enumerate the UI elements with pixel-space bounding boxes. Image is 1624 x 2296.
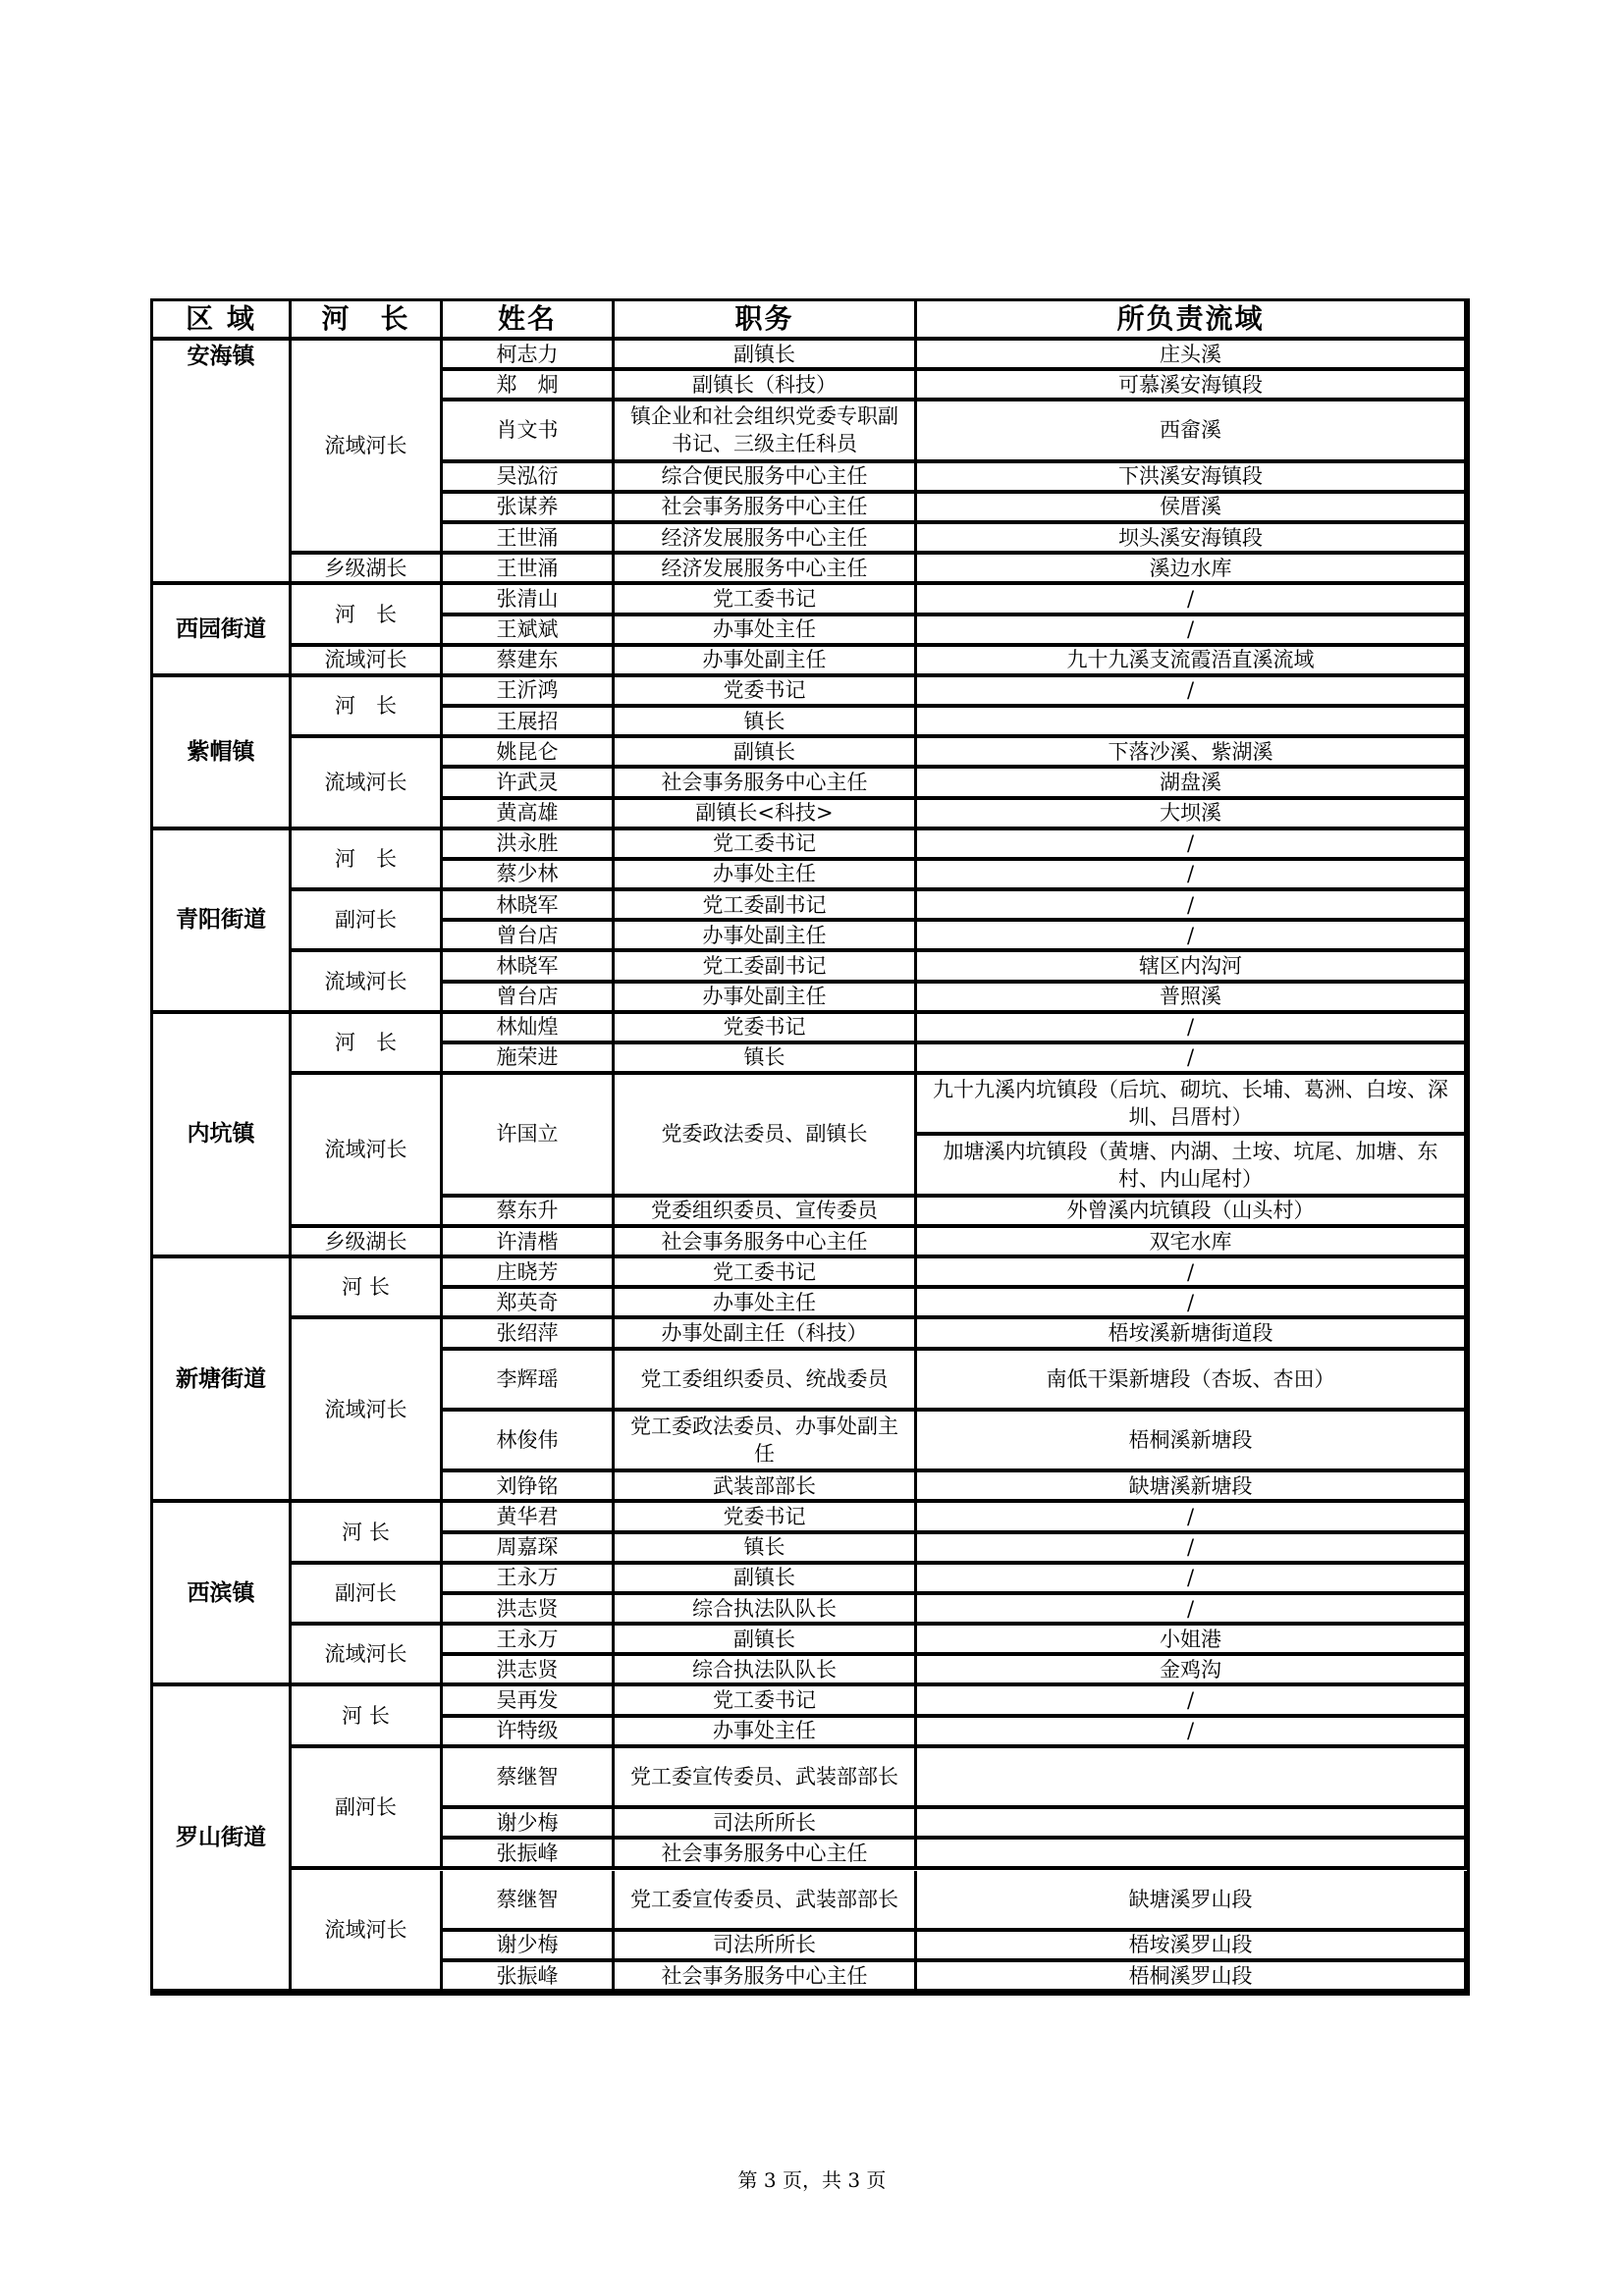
name-cell: 许武灵 [443, 769, 615, 799]
river-cell [917, 708, 1467, 738]
river-cell: / [917, 585, 1467, 615]
chief-type-cell: 副河长 [292, 891, 443, 952]
name-cell: 王展招 [443, 708, 615, 738]
name-cell: 许国立 [443, 1075, 615, 1198]
name-cell: 谢少梅 [443, 1932, 615, 1962]
name-cell: 许特级 [443, 1718, 615, 1748]
position-cell: 副镇长 [615, 341, 917, 371]
name-cell: 许清楷 [443, 1228, 615, 1258]
position-cell: 办事处副主任（科技） [615, 1319, 917, 1350]
position-cell: 副镇长 [615, 738, 917, 769]
region-cell: 罗山街道 [153, 1686, 292, 1993]
name-cell: 曾台店 [443, 922, 615, 952]
position-cell: 党委书记 [615, 1014, 917, 1044]
name-cell: 王世涌 [443, 555, 615, 585]
chief-type-cell: 河 长 [292, 677, 443, 738]
river-cell: 辖区内沟河 [917, 952, 1467, 983]
position-cell: 综合执法队队长 [615, 1656, 917, 1686]
river-cell: / [917, 1289, 1467, 1319]
position-cell: 副镇长（科技） [615, 371, 917, 401]
river-cell: / [917, 1014, 1467, 1044]
chief-type-cell: 流域河长 [292, 341, 443, 555]
river-cell: 梧垵溪新塘街道段 [917, 1319, 1467, 1350]
position-cell: 综合便民服务中心主任 [615, 463, 917, 494]
name-cell: 黄高雄 [443, 800, 615, 830]
position-cell: 社会事务服务中心主任 [615, 1962, 917, 1993]
river-cell: 九十九溪内坑镇段（后坑、砌坑、长埔、葛洲、白垵、深圳、吕厝村） [917, 1075, 1467, 1136]
river-cell: 双宅水库 [917, 1228, 1467, 1258]
river-cell: 南低干渠新塘段（杏坂、杏田） [917, 1351, 1467, 1412]
name-cell: 郑英奇 [443, 1289, 615, 1319]
river-cell: 缺塘溪罗山段 [917, 1871, 1467, 1932]
chief-type-cell: 河 长 [292, 1014, 443, 1075]
position-cell: 社会事务服务中心主任 [615, 494, 917, 524]
name-cell: 张振峰 [443, 1840, 615, 1870]
river-cell: 金鸡沟 [917, 1656, 1467, 1686]
position-cell: 办事处副主任 [615, 647, 917, 677]
name-cell: 曾台店 [443, 984, 615, 1014]
name-cell: 王世涌 [443, 524, 615, 555]
header-chief-type: 河 长 [292, 301, 443, 341]
name-cell: 蔡继智 [443, 1748, 615, 1809]
name-cell: 姚昆仑 [443, 738, 615, 769]
chief-type-cell: 流域河长 [292, 952, 443, 1013]
position-cell: 司法所所长 [615, 1932, 917, 1962]
river-cell: 外曾溪内坑镇段（山头村） [917, 1198, 1467, 1228]
river-cell: 侯厝溪 [917, 494, 1467, 524]
name-cell: 刘铮铭 [443, 1472, 615, 1503]
name-cell: 肖文书 [443, 401, 615, 462]
chief-type-cell: 乡级湖长 [292, 555, 443, 585]
river-cell: / [917, 891, 1467, 922]
chief-type-cell: 河 长 [292, 830, 443, 891]
river-cell [917, 1748, 1467, 1809]
position-cell: 副镇长<科技> [615, 800, 917, 830]
name-cell: 洪志贤 [443, 1656, 615, 1686]
region-cell: 内坑镇 [153, 1014, 292, 1258]
position-cell: 党工委书记 [615, 585, 917, 615]
name-cell: 王永万 [443, 1626, 615, 1656]
position-cell: 副镇长 [615, 1565, 917, 1595]
position-cell: 党工委宣传委员、武装部部长 [615, 1748, 917, 1809]
position-cell: 党委书记 [615, 1503, 917, 1533]
river-cell: / [917, 1534, 1467, 1565]
position-cell: 党工委书记 [615, 830, 917, 861]
river-cell: / [917, 677, 1467, 708]
position-cell: 党委政法委员、副镇长 [615, 1075, 917, 1198]
river-cell: 梧桐溪罗山段 [917, 1962, 1467, 1993]
river-cell: 梧桐溪新塘段 [917, 1412, 1467, 1472]
chief-type-cell: 流域河长 [292, 738, 443, 830]
position-cell: 办事处副主任 [615, 984, 917, 1014]
river-cell: 缺塘溪新塘段 [917, 1472, 1467, 1503]
region-cell: 青阳街道 [153, 830, 292, 1014]
position-cell: 武装部部长 [615, 1472, 917, 1503]
river-cell: 加塘溪内坑镇段（黄塘、内湖、土垵、坑尾、加塘、东村、内山尾村） [917, 1136, 1467, 1197]
name-cell: 张绍萍 [443, 1319, 615, 1350]
river-cell: / [917, 1595, 1467, 1626]
chief-type-cell: 河 长 [292, 585, 443, 646]
name-cell: 张谋养 [443, 494, 615, 524]
position-cell: 党工委组织委员、统战委员 [615, 1351, 917, 1412]
name-cell: 王沂鸿 [443, 677, 615, 708]
river-cell: / [917, 1044, 1467, 1075]
header-name: 姓名 [443, 301, 615, 341]
header-position: 职务 [615, 301, 917, 341]
position-cell: 经济发展服务中心主任 [615, 524, 917, 555]
position-cell: 镇长 [615, 1534, 917, 1565]
river-cell: 普照溪 [917, 984, 1467, 1014]
name-cell: 王斌斌 [443, 616, 615, 647]
name-cell: 郑 炯 [443, 371, 615, 401]
position-cell: 经济发展服务中心主任 [615, 555, 917, 585]
name-cell: 黄华君 [443, 1503, 615, 1533]
river-cell: / [917, 861, 1467, 891]
river-cell: 下洪溪安海镇段 [917, 463, 1467, 494]
position-cell: 党工委副书记 [615, 891, 917, 922]
name-cell: 吴再发 [443, 1686, 615, 1717]
river-cell: 梧垵溪罗山段 [917, 1932, 1467, 1962]
region-cell: 西滨镇 [153, 1503, 292, 1686]
position-cell: 社会事务服务中心主任 [615, 769, 917, 799]
river-cell: / [917, 1503, 1467, 1533]
position-cell: 办事处主任 [615, 616, 917, 647]
position-cell: 办事处副主任 [615, 922, 917, 952]
chief-type-cell: 副河长 [292, 1565, 443, 1626]
position-cell: 镇长 [615, 708, 917, 738]
position-cell: 办事处主任 [615, 861, 917, 891]
position-cell: 综合执法队队长 [615, 1595, 917, 1626]
name-cell: 林俊伟 [443, 1412, 615, 1472]
river-cell: / [917, 1718, 1467, 1748]
river-cell [917, 1809, 1467, 1840]
position-cell: 司法所所长 [615, 1809, 917, 1840]
region-cell: 西园街道 [153, 585, 292, 677]
name-cell: 蔡少林 [443, 861, 615, 891]
name-cell: 施荣进 [443, 1044, 615, 1075]
name-cell: 张清山 [443, 585, 615, 615]
chief-type-cell: 流域河长 [292, 1319, 443, 1503]
river-cell: / [917, 922, 1467, 952]
name-cell: 洪永胜 [443, 830, 615, 861]
position-cell: 镇长 [615, 1044, 917, 1075]
chief-type-cell: 河 长 [292, 1503, 443, 1564]
name-cell: 吴泓衍 [443, 463, 615, 494]
river-cell: / [917, 1686, 1467, 1717]
river-cell: 可慕溪安海镇段 [917, 371, 1467, 401]
position-cell: 党工委宣传委员、武装部部长 [615, 1871, 917, 1932]
name-cell: 周嘉琛 [443, 1534, 615, 1565]
name-cell: 林晓军 [443, 952, 615, 983]
chief-type-cell: 流域河长 [292, 1871, 443, 1994]
name-cell: 蔡东升 [443, 1198, 615, 1228]
river-cell: 庄头溪 [917, 341, 1467, 371]
name-cell: 洪志贤 [443, 1595, 615, 1626]
chief-type-cell: 河 长 [292, 1258, 443, 1319]
position-cell: 副镇长 [615, 1626, 917, 1656]
page-footer: 第 3 页，共 3 页 [737, 2168, 887, 2192]
name-cell: 张振峰 [443, 1962, 615, 1993]
position-cell: 办事处主任 [615, 1289, 917, 1319]
region-cell: 安海镇 [153, 341, 292, 585]
river-cell: 西畲溪 [917, 401, 1467, 462]
position-cell: 镇企业和社会组织党委专职副书记、三级主任科员 [615, 401, 917, 462]
river-cell: / [917, 616, 1467, 647]
river-cell: 下落沙溪、紫湖溪 [917, 738, 1467, 769]
name-cell: 蔡建东 [443, 647, 615, 677]
river-cell: 坝头溪安海镇段 [917, 524, 1467, 555]
position-cell: 办事处主任 [615, 1718, 917, 1748]
chief-type-cell: 河 长 [292, 1686, 443, 1747]
river-cell: 溪边水库 [917, 555, 1467, 585]
name-cell: 林晓军 [443, 891, 615, 922]
position-cell: 社会事务服务中心主任 [615, 1228, 917, 1258]
position-cell: 党工委书记 [615, 1258, 917, 1289]
river-cell: / [917, 1565, 1467, 1595]
region-cell: 新塘街道 [153, 1258, 292, 1503]
chief-type-cell: 乡级湖长 [292, 1228, 443, 1258]
position-cell: 党工委副书记 [615, 952, 917, 983]
position-cell: 党工委政法委员、办事处副主任 [615, 1412, 917, 1472]
river-cell: 小姐港 [917, 1626, 1467, 1656]
region-cell: 紫帽镇 [153, 677, 292, 830]
name-cell: 柯志力 [443, 341, 615, 371]
river-cell: 大坝溪 [917, 800, 1467, 830]
name-cell: 李辉瑶 [443, 1351, 615, 1412]
river-cell: 湖盘溪 [917, 769, 1467, 799]
chief-type-cell: 流域河长 [292, 1626, 443, 1686]
name-cell: 蔡继智 [443, 1871, 615, 1932]
river-cell: / [917, 830, 1467, 861]
name-cell: 王永万 [443, 1565, 615, 1595]
chief-type-cell: 流域河长 [292, 1075, 443, 1228]
river-cell: / [917, 1258, 1467, 1289]
chief-type-cell: 流域河长 [292, 647, 443, 677]
river-chief-table [153, 301, 1467, 1993]
header-river: 所负责流域 [917, 301, 1467, 341]
header-region: 区 域 [153, 301, 292, 341]
river-cell [917, 1840, 1467, 1870]
river-cell: 九十九溪支流霞浯直溪流域 [917, 647, 1467, 677]
name-cell: 林灿煌 [443, 1014, 615, 1044]
position-cell: 党委组织委员、宣传委员 [615, 1198, 917, 1228]
position-cell: 党工委书记 [615, 1686, 917, 1717]
name-cell: 谢少梅 [443, 1809, 615, 1840]
chief-type-cell: 副河长 [292, 1748, 443, 1871]
position-cell: 社会事务服务中心主任 [615, 1840, 917, 1870]
name-cell: 庄晓芳 [443, 1258, 615, 1289]
position-cell: 党委书记 [615, 677, 917, 708]
